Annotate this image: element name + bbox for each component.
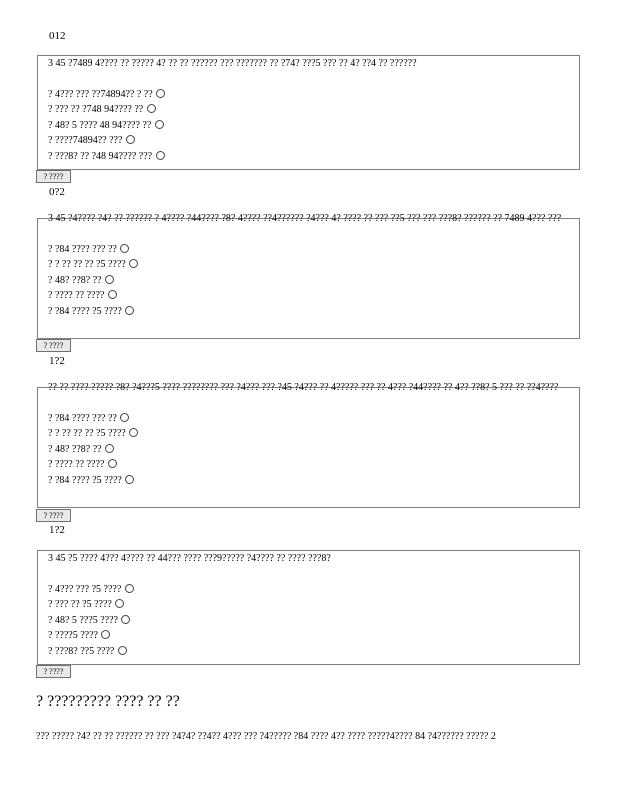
question-number: 0?2 xyxy=(49,186,65,198)
question-text: 3 45 ?4???? ?4? ?? ?????? ? 4???? ?44???? ?8? 4???? ??4?????? ?4??? 4? ???? ?? ??? ??5 ??? ??? ???8? ?????? ?? 7489 4??? ??? xyxy=(48,213,562,224)
option[interactable] xyxy=(48,644,569,660)
radio-button[interactable] xyxy=(126,135,135,144)
radio-button[interactable] xyxy=(118,646,127,655)
option-label: ? ??? ?? ?5 ???? xyxy=(48,599,112,610)
submit-button[interactable]: ? ???? xyxy=(36,665,71,678)
option-label: ? ?84 ???? ?5 ???? xyxy=(48,474,122,486)
question-number: 012 xyxy=(49,30,66,42)
radio-button[interactable] xyxy=(129,259,138,268)
submit-button[interactable]: ? ???? xyxy=(36,509,71,522)
option-label: ? 48? ??8? ?? xyxy=(48,443,102,455)
radio-button[interactable] xyxy=(108,290,117,299)
option-label: ? 4??? ??? ?5 ???? xyxy=(48,583,122,595)
radio-button[interactable] xyxy=(101,630,110,639)
question-text: 3 45 ?5 ???? 4??? 4???? ?? 44??? ???? ???9????? ?4???? ?? ???? ???8? xyxy=(48,553,331,564)
option[interactable] xyxy=(48,257,569,273)
option-label: ? ?84 ???? ??? ?? xyxy=(48,412,117,424)
radio-button[interactable] xyxy=(105,444,114,453)
submit-button[interactable]: ? ???? xyxy=(36,170,71,183)
option[interactable] xyxy=(48,242,569,258)
option-label: ? ???8? ?? ?48 94???? ??? xyxy=(48,150,153,162)
radio-button[interactable] xyxy=(125,584,134,593)
option-label: ? ???8? ??5 ???? xyxy=(48,645,115,657)
radio-button[interactable] xyxy=(129,428,138,437)
option-label: ? 48? 5 ???5 ???? xyxy=(48,614,118,626)
radio-button[interactable] xyxy=(156,89,165,98)
question-text: ?? ?? ???? ????? ?8? ?4???5 ???? ???????? ??? ?4??? ??? ?45 ?4??? ?? 4????? ??? ?? 4??? ?44???? ?? 4?? ??8? 5 ??? ?? ??4???? xyxy=(48,382,559,393)
option[interactable] xyxy=(48,597,569,613)
option[interactable] xyxy=(48,628,569,644)
radio-button[interactable] xyxy=(108,459,117,468)
question-number: 1?2 xyxy=(49,355,65,367)
option[interactable] xyxy=(48,582,569,598)
option[interactable] xyxy=(48,613,569,629)
option-label: ? ?84 ???? ??? ?? xyxy=(48,243,117,255)
option[interactable] xyxy=(48,273,569,289)
option-label: ? 4??? ??? ??74894?? ? ?? xyxy=(48,88,153,100)
option-label: ? ? ?? ?? ?? ?5 ???? xyxy=(48,428,126,439)
option[interactable] xyxy=(48,442,569,458)
radio-button[interactable] xyxy=(125,475,134,484)
option-label: ? 48? ??8? ?? xyxy=(48,274,102,286)
radio-button[interactable] xyxy=(115,599,124,608)
option[interactable] xyxy=(48,304,569,320)
footer-text: ??? ????? ?4? ?? ?? ?????? ?? ??? ?4?4? ??4?? 4??? ??? ?4????? ?84 ???? 4?? ???? ?????4???? 84 ?4?????? ????? 2 xyxy=(36,731,496,742)
option-label: ? ??? ?? ?748 94???? ?? xyxy=(48,104,144,115)
option-label: ? ? ?? ?? ?? ?5 ???? xyxy=(48,259,126,270)
radio-button[interactable] xyxy=(105,275,114,284)
option-label: ? ????74894?? ??? xyxy=(48,135,123,146)
radio-button[interactable] xyxy=(120,244,129,253)
option[interactable] xyxy=(48,288,569,304)
question-box xyxy=(37,382,580,508)
radio-button[interactable] xyxy=(147,104,156,113)
question-number: 1?2 xyxy=(49,524,65,536)
question-box xyxy=(37,213,580,339)
option[interactable] xyxy=(48,118,569,134)
radio-button[interactable] xyxy=(155,120,164,129)
section-title: ? ????????? ???? ?? ?? xyxy=(36,693,180,710)
option[interactable] xyxy=(48,411,569,427)
radio-button[interactable] xyxy=(120,413,129,422)
option[interactable] xyxy=(48,87,569,103)
question-box xyxy=(37,55,580,170)
question-text: 3 45 ?7489 4???? ?? ????? 4? ?? ?? ?????? ??? ??????? ?? ?74? ???5 ??? ?? 4? ??4 ?? ?????? xyxy=(48,58,417,69)
submit-button[interactable]: ? ???? xyxy=(36,339,71,352)
option[interactable] xyxy=(48,426,569,442)
option[interactable] xyxy=(48,457,569,473)
option-label: ? ????5 ???? xyxy=(48,630,98,641)
radio-button[interactable] xyxy=(156,151,165,160)
option-label: ? ???? ?? ???? xyxy=(48,290,105,301)
option-label: ? ???? ?? ???? xyxy=(48,459,105,470)
option-label: ? ?84 ???? ?5 ???? xyxy=(48,305,122,317)
option[interactable] xyxy=(48,473,569,489)
radio-button[interactable] xyxy=(125,306,134,315)
option[interactable] xyxy=(48,149,569,165)
question-box xyxy=(37,550,580,665)
option-label: ? 48? 5 ???? 48 94???? ?? xyxy=(48,119,152,131)
option[interactable] xyxy=(48,102,569,118)
option[interactable] xyxy=(48,133,569,149)
radio-button[interactable] xyxy=(121,615,130,624)
